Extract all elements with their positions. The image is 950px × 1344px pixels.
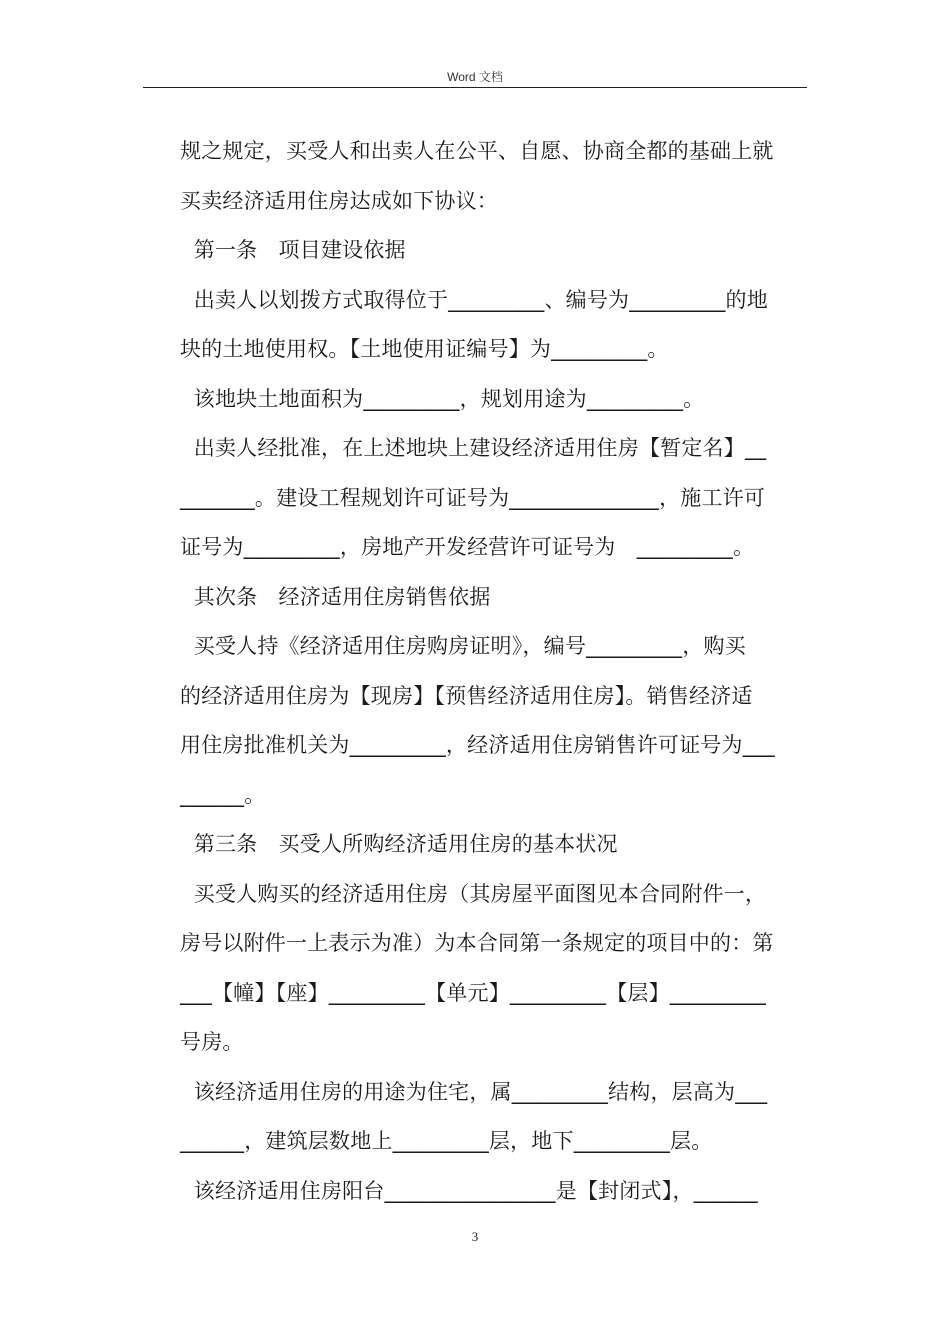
text-line: _______。建设工程规划许可证号为______________，施工许可 (180, 485, 766, 510)
article-heading: 第三条 买受人所购经济适用住房的基本状况 (180, 832, 618, 856)
text-line: 买受人持《经济适用住房购房证明》，编号_________，购买 (180, 634, 746, 658)
text-line: 的经济适用住房为【现房】【预售经济适用住房】。销售经济适 (180, 683, 753, 708)
page-header: Word 文档 (447, 70, 503, 84)
page-number: 3 (471, 1229, 479, 1244)
text-line: 出卖人以划拨方式取得位于_________、编号为_________的地 (180, 287, 768, 312)
text-line: 用住房批准机关为_________，经济适用住房销售许可证号为___ (180, 733, 775, 757)
text-line: ___【幢】【座】_________【单元】_________【层】_________ (180, 980, 767, 1005)
text-line: 规之规定，买受人和出卖人在公平、自愿、协商全都的基础上就 (180, 139, 774, 163)
text-line: 买受人购买的经济适用住房（其房屋平面图见本合同附件一， (180, 881, 767, 906)
text-line: 房号以附件一上表示为准）为本合同第一条规定的项目中的：第 (180, 931, 774, 955)
text-line: 证号为_________，房地产开发经营许可证号为 _________。 (180, 535, 755, 559)
text-line: 块的土地使用权。【土地使用证编号】为_________。 (180, 337, 669, 361)
text-line: 该地块土地面积为_________，规划用途为_________。 (180, 386, 705, 411)
text-line: 号房。 (180, 1030, 244, 1054)
text-line: 该经济适用住房阳台________________是【封闭式】，______ (180, 1178, 758, 1203)
text-line: 出卖人经批准，在上述地块上建设经济适用住房【暂定名】__ (180, 436, 767, 460)
text-line: ______。 (180, 782, 266, 807)
text-line: ______，建筑层数地上_________层，地下_________层。 (180, 1129, 713, 1153)
text-line: 买卖经济适用住房达成如下协议： (180, 188, 498, 213)
article-heading: 第一条 项目建设依据 (180, 238, 406, 262)
document-body (180, 131, 804, 1220)
header-divider (143, 87, 807, 88)
text-line: 该经济适用住房的用途为住宅，属_________结构，层高为___ (180, 1079, 768, 1104)
article-heading: 其次条 经济适用住房销售依据 (180, 584, 491, 609)
